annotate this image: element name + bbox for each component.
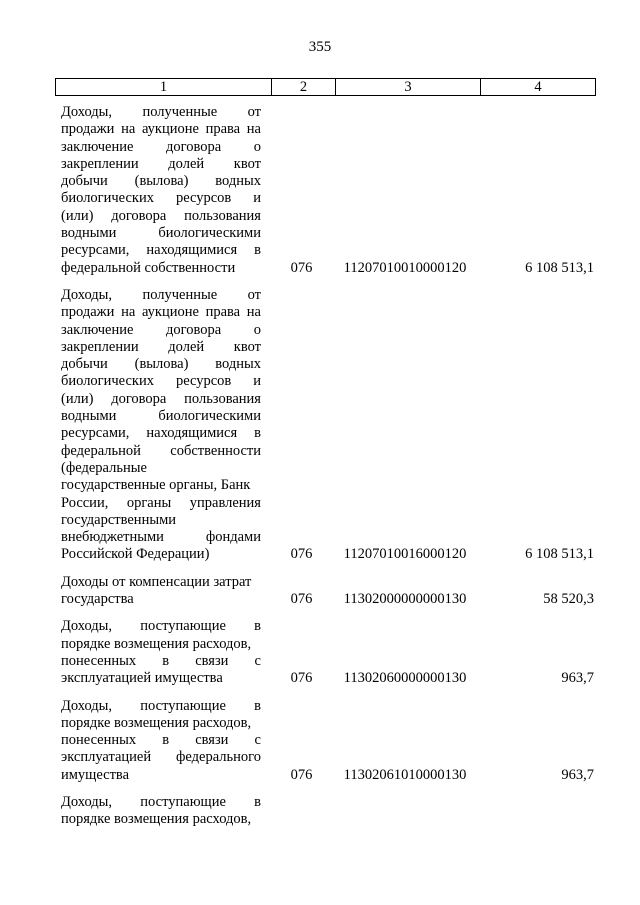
- admin-code: 076: [290, 766, 313, 783]
- description-word: федеральной: [61, 442, 141, 459]
- description-word: понесенных: [61, 732, 137, 749]
- description-word: добычи: [61, 356, 108, 373]
- amount: 6 108 513,1: [525, 259, 594, 276]
- amount: 963,7: [561, 670, 594, 687]
- description-word: на: [246, 121, 261, 138]
- description-word: связи: [195, 732, 229, 749]
- description-word: находящимися: [146, 242, 238, 259]
- column-header-2: 2: [271, 79, 335, 95]
- description-word: продажи: [61, 121, 115, 138]
- column-header-1: 1: [159, 79, 168, 95]
- description-line: [61, 260, 261, 277]
- description-word: с: [254, 652, 261, 669]
- description-word: имущества: [61, 766, 130, 783]
- description-word: Доходы,: [61, 286, 113, 303]
- description-word: Доходы,: [61, 618, 113, 635]
- description-word: на: [121, 304, 136, 321]
- description-word: добычи: [61, 173, 108, 190]
- description-word: в: [254, 425, 261, 442]
- description-line: [61, 477, 261, 494]
- description-word: продажи: [61, 304, 115, 321]
- description-line: [61, 495, 261, 512]
- description-word: собственности: [170, 442, 261, 459]
- amount: 6 108 513,1: [525, 546, 594, 563]
- description-line: [61, 104, 261, 121]
- description-line: [61, 715, 261, 732]
- description-word: квот: [233, 338, 261, 355]
- description-line: [61, 208, 261, 225]
- budget-classification-code: 11302061010000130: [343, 766, 467, 783]
- description-word: понесенных: [61, 652, 137, 669]
- description-word: пользования: [184, 390, 261, 407]
- description-word: закреплении: [61, 338, 139, 355]
- description-line: [61, 425, 261, 442]
- description-word: долей: [168, 338, 205, 355]
- description-word: водных: [215, 173, 261, 190]
- description-word: находящимися: [146, 425, 238, 442]
- description-word: ресурсов: [175, 190, 232, 207]
- description-word: пользования: [184, 207, 261, 224]
- description-word: от: [247, 104, 261, 120]
- description-line: [61, 811, 261, 828]
- income-description: [55, 104, 270, 277]
- description-word: Доходы,: [61, 104, 113, 120]
- budget-classification-code: 11302060000000130: [343, 670, 467, 687]
- description-word: водными: [61, 225, 117, 242]
- table-row: [55, 287, 596, 564]
- amount: 58 520,3: [543, 591, 594, 608]
- column-header-4: 4: [480, 79, 595, 95]
- description-word: в: [162, 652, 170, 669]
- description-word: аукционе: [141, 121, 199, 138]
- description-line: [61, 591, 261, 608]
- description-line: [61, 304, 261, 321]
- admin-code: 076: [290, 591, 313, 608]
- description-line: [61, 546, 261, 563]
- description-word: с: [254, 732, 261, 749]
- description-word: ресурсами,: [61, 242, 130, 259]
- table-header: [55, 78, 596, 96]
- description-word: закреплении: [61, 155, 139, 172]
- description-word: порядке возмещения расходов,: [61, 635, 252, 652]
- description-word: договора: [166, 321, 222, 338]
- description-line: [61, 653, 261, 670]
- budget-classification-code: 11207010010000120: [343, 259, 467, 276]
- description-line: [61, 242, 261, 259]
- income-description: [55, 618, 270, 687]
- description-word: в: [254, 793, 261, 810]
- income-description: [55, 287, 270, 564]
- table-row: [55, 104, 596, 277]
- description-word: (федеральные: [61, 459, 147, 476]
- description-word: биологических: [61, 190, 154, 207]
- description-word: заключение: [61, 321, 134, 338]
- description-word: заключение: [61, 138, 134, 155]
- description-word: о: [253, 321, 261, 338]
- table-row: [55, 794, 596, 829]
- description-word: государства: [61, 591, 134, 608]
- admin-code: 076: [290, 259, 313, 276]
- description-line: [61, 356, 261, 373]
- description-line: [61, 322, 261, 339]
- description-word: порядке возмещения расходов,: [61, 811, 252, 828]
- income-description: [55, 698, 270, 784]
- description-word: (вылова): [134, 173, 189, 190]
- amount: 963,7: [561, 766, 594, 783]
- description-word: управления: [189, 494, 261, 511]
- description-word: от: [247, 286, 261, 303]
- description-line: [61, 618, 261, 635]
- description-word: о: [253, 138, 261, 155]
- admin-code: 076: [290, 670, 313, 687]
- description-word: (или): [61, 207, 94, 224]
- description-line: [61, 139, 261, 156]
- description-line: [61, 408, 261, 425]
- description-line: [61, 574, 261, 591]
- description-word: на: [121, 121, 136, 138]
- description-word: Российской Федерации): [61, 546, 210, 563]
- description-line: [61, 698, 261, 715]
- description-word: на: [246, 304, 261, 321]
- description-word: (вылова): [134, 356, 189, 373]
- description-word: полученные: [142, 104, 218, 120]
- description-word: в: [254, 242, 261, 259]
- description-word: федерального: [176, 749, 261, 766]
- description-word: биологическими: [158, 408, 261, 425]
- description-word: полученные: [142, 286, 218, 303]
- description-line: [61, 670, 261, 687]
- description-word: государственными: [61, 511, 177, 528]
- description-line: [61, 373, 261, 390]
- description-word: (или): [61, 390, 94, 407]
- description-word: и: [253, 190, 261, 207]
- table-row: [55, 574, 596, 609]
- description-line: [61, 121, 261, 138]
- table-row: [55, 618, 596, 687]
- budget-classification-code: 11302000000000130: [343, 591, 467, 608]
- income-description: [55, 794, 270, 829]
- description-word: поступающие: [140, 793, 226, 810]
- description-line: [61, 512, 261, 529]
- description-word: ресурсами,: [61, 425, 130, 442]
- description-word: договора: [166, 138, 222, 155]
- description-word: права: [205, 304, 241, 321]
- description-line: [61, 339, 261, 356]
- description-line: [61, 190, 261, 207]
- income-description: [55, 574, 270, 609]
- description-line: [61, 443, 261, 460]
- budget-classification-code: 11207010016000120: [343, 546, 467, 563]
- description-word: права: [205, 121, 241, 138]
- description-word: водных: [215, 356, 261, 373]
- description-word: Доходы,: [61, 697, 113, 714]
- table-body: [55, 104, 596, 839]
- description-word: водными: [61, 408, 117, 425]
- description-word: в: [254, 697, 261, 714]
- description-line: [61, 156, 261, 173]
- description-word: и: [253, 373, 261, 390]
- table-row: [55, 698, 596, 784]
- description-word: биологических: [61, 373, 154, 390]
- description-line: [61, 460, 261, 477]
- description-word: государственные органы, Банк: [61, 477, 251, 494]
- description-word: Доходы от компенсации затрат: [61, 573, 252, 590]
- description-word: поступающие: [140, 697, 226, 714]
- description-word: эксплуатацией имущества: [61, 670, 223, 687]
- description-word: Доходы,: [61, 793, 113, 810]
- description-line: [61, 287, 261, 304]
- description-word: договора: [111, 390, 167, 407]
- description-line: [61, 636, 261, 653]
- description-line: [61, 391, 261, 408]
- description-line: [61, 732, 261, 749]
- description-word: аукционе: [141, 304, 199, 321]
- description-line: [61, 794, 261, 811]
- description-line: [61, 767, 261, 784]
- description-word: поступающие: [140, 618, 226, 635]
- description-word: биологическими: [158, 225, 261, 242]
- description-word: договора: [111, 207, 167, 224]
- description-line: [61, 529, 261, 546]
- description-word: эксплуатацией: [61, 749, 152, 766]
- description-line: [61, 173, 261, 190]
- description-word: России,: [61, 494, 109, 511]
- description-word: федеральной собственности: [61, 259, 236, 276]
- description-line: [61, 749, 261, 766]
- description-word: долей: [168, 155, 205, 172]
- description-line: [61, 225, 261, 242]
- column-header-3: 3: [335, 79, 480, 95]
- description-word: ресурсов: [175, 373, 232, 390]
- description-word: квот: [233, 155, 261, 172]
- description-word: внебюджетными: [61, 529, 164, 546]
- description-word: в: [254, 618, 261, 635]
- description-word: фондами: [205, 529, 261, 546]
- admin-code: 076: [290, 546, 313, 563]
- description-word: в: [162, 732, 170, 749]
- description-word: органы: [126, 494, 172, 511]
- description-word: порядке возмещения расходов,: [61, 714, 252, 731]
- description-word: связи: [195, 652, 229, 669]
- page-number: 355: [308, 39, 332, 55]
